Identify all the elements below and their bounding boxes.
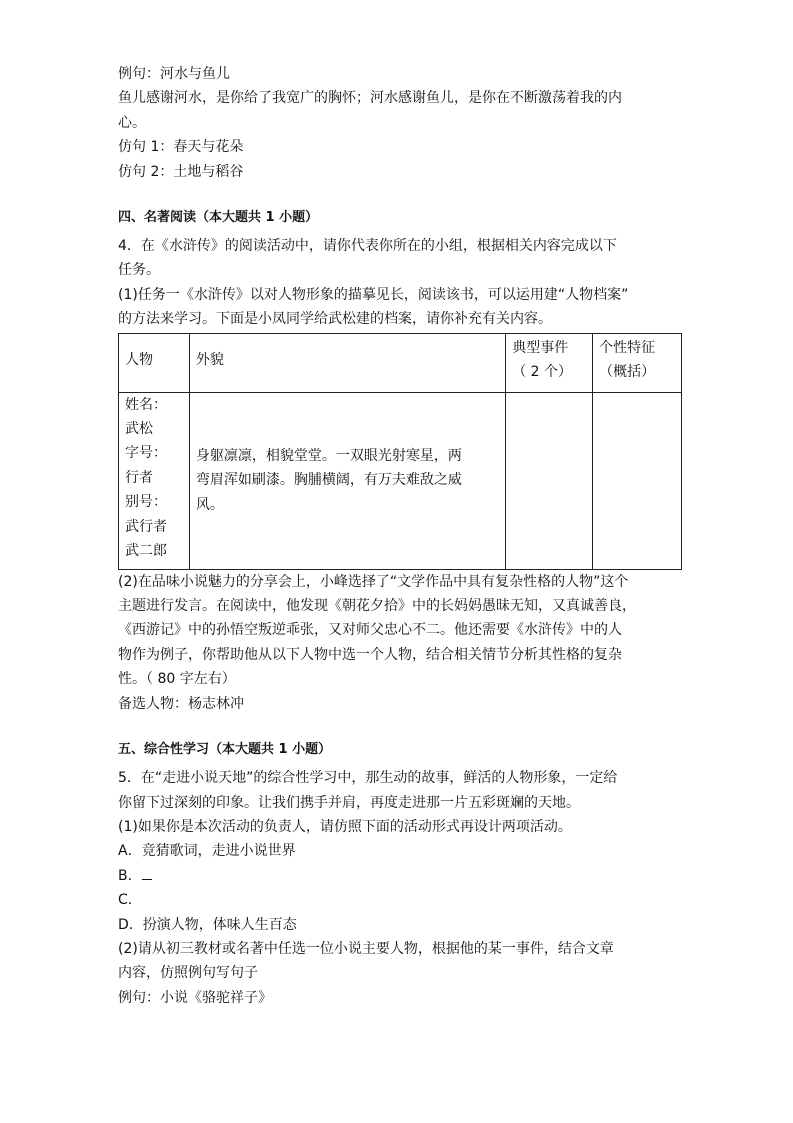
example-novel: 例句：小说《骆驼祥子》 [118, 989, 272, 1006]
appearance-line: 风。 [195, 496, 224, 513]
example-sentence-line: 鱼儿感谢河水，是你给了我宽广的胸怀；河水感谢鱼儿，是你在不断激荡着我的内 [118, 90, 622, 107]
subquestion-2-line: 内容，仿照例句写句子 [118, 965, 258, 982]
task-2-line: 主题进行发言。在阅读中，他发现《朝花夕拾》中的长妈妈愚昧无知，又真诚善良， [118, 598, 636, 615]
answer-blank[interactable] [142, 865, 152, 880]
header-person-text: 人物 [125, 351, 153, 368]
header-person [119, 333, 190, 392]
question-4-line: 4．在《水浒传》的阅读活动中，请你代表你所在的小组，根据相关内容完成以下 [118, 238, 617, 255]
task-2-line: 性。（ 80 字左右） [118, 671, 236, 688]
option-b-row [118, 864, 684, 888]
person-info-line: 武二郎 [125, 543, 167, 560]
table-header-row [119, 333, 682, 392]
question-5-line: 5．在“走进小说天地”的综合性学习中，那生动的故事，鲜活的人物形象，一定给 [118, 770, 618, 787]
character-profile-table [118, 333, 682, 570]
cell-person [119, 392, 190, 569]
task-2-line: 物作为例子，你帮助他从以下人物中选一个人物，结合相关情节分析其性格的复杂 [118, 646, 622, 663]
cell-appearance [189, 392, 505, 569]
header-trait-line: （概括） [599, 364, 656, 381]
cell-trait-answer[interactable] [593, 392, 682, 569]
task-2-line: 《西游记》中的孙悟空叛逆乖张，又对师父忠心不二。他还需要《水浒传》中的人 [118, 622, 622, 639]
header-events [506, 333, 593, 392]
cell-events-answer[interactable] [506, 392, 593, 569]
header-appearance-text: 外貌 [195, 351, 224, 368]
header-appearance [189, 333, 505, 392]
person-info-line: 别号： [125, 494, 167, 511]
appearance-line: 弯眉浑如刷漆。胸脯横阔，有万夫难敌之威 [195, 472, 462, 489]
task-2-line: (2)在品味小说魅力的分享会上，小峰选择了“文学作品中具有复杂性格的人物”这个 [118, 573, 629, 590]
option-d: D．扮演人物，体味人生百态 [118, 916, 297, 933]
imitation-prompt-1: 仿句 1：春天与花朵 [118, 139, 244, 156]
person-info-line: 行者 [125, 469, 153, 486]
subquestion-1: (1)如果你是本次活动的负责人，请仿照下面的活动形式再设计两项活动。 [118, 818, 572, 835]
section-4-heading: 四、名著阅读（本大题共 1 小题） [118, 210, 319, 226]
section-5-heading: 五、综合性学习（本大题共 1 小题） [118, 742, 332, 758]
appearance-line: 身躯凛凛，相貌堂堂。一双眼光射寒星，两 [195, 448, 462, 465]
example-sentence-line: 心。 [118, 114, 146, 131]
option-c: C． [118, 892, 142, 909]
candidate-characters: 备选人物：杨志林冲 [118, 695, 244, 712]
subquestion-2-line: (2)请从初三教材或名著中任选一位小说主要人物，根据他的某一事件，结合文章 [118, 940, 614, 957]
header-trait [593, 333, 682, 392]
document-page [118, 62, 684, 1010]
person-info-line: 姓名： [125, 396, 167, 413]
question-5-line: 你留下过深刻的印象。让我们携手并肩，再度走进那一片五彩斑斓的天地。 [118, 794, 580, 811]
task-1-line: 的方法来学习。下面是小凤同学给武松建的档案，请你补充有关内容。 [118, 311, 552, 328]
header-trait-line: 个性特征 [599, 339, 656, 356]
table-row [119, 392, 682, 569]
task-1-line: (1)任务一《水浒传》以对人物形象的描摹见长，阅读该书，可以运用建“人物档案” [118, 286, 629, 303]
question-4-line: 任务。 [118, 262, 160, 279]
option-b: B． [118, 867, 142, 884]
person-info-line: 武行者 [125, 518, 167, 535]
person-info-line: 字号： [125, 445, 167, 462]
example-label: 例句：河水与鱼儿 [118, 66, 230, 82]
imitation-prompt-2: 仿句 2：土地与稻谷 [118, 163, 244, 180]
header-events-line: 典型事件 [512, 339, 569, 356]
option-a: A．竞猜歌词，走进小说世界 [118, 843, 296, 860]
header-events-line: （ 2 个） [512, 364, 573, 381]
person-info-line: 武松 [125, 421, 153, 438]
